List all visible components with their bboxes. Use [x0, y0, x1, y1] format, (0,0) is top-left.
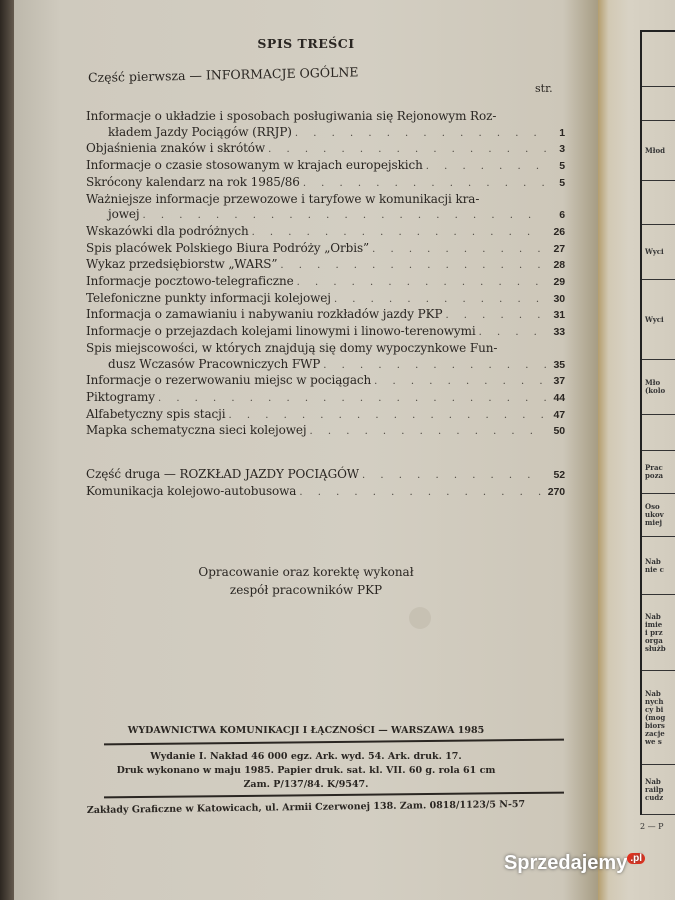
- dot-leader: [280, 258, 546, 274]
- table-cell: Wyci: [642, 225, 675, 280]
- toc-entry-line: [86, 423, 565, 440]
- toc-entry-line: [86, 109, 565, 125]
- toc-entry-title: Wskazówki dla podróżnych: [86, 223, 249, 238]
- partial-table: [640, 30, 675, 815]
- page-column-header: str.: [535, 82, 553, 95]
- dot-leader: [445, 308, 546, 324]
- table-cell: [642, 87, 675, 121]
- toc-entry-page: 35: [553, 358, 565, 371]
- toc-entry-page: 26: [553, 225, 565, 238]
- toc-entry-title: Komunikacja kolejowo-autobusowa: [86, 483, 297, 498]
- toc-entry-page: 6: [559, 209, 565, 222]
- dot-leader: [372, 242, 546, 258]
- toc-entry-page: 31: [553, 309, 565, 322]
- toc-entry-title: Informacja o zamawianiu i nabywaniu rozkładów jazdy PKP: [86, 307, 443, 322]
- dot-leader: [323, 358, 546, 374]
- toc-entry[interactable]: [86, 241, 565, 258]
- page-title: SPIS TREŚCI: [257, 36, 355, 51]
- left-page: [14, 0, 598, 900]
- dot-leader: [374, 374, 546, 390]
- right-page-footer: 2 — P: [640, 822, 664, 831]
- toc-entry[interactable]: [86, 224, 565, 241]
- toc-entry[interactable]: [86, 423, 565, 440]
- dot-leader: [310, 424, 547, 440]
- toc-entry-title: kładem Jazdy Pociągów (RRJP): [108, 124, 292, 139]
- toc-entry[interactable]: [86, 192, 565, 224]
- dot-leader: [143, 208, 546, 224]
- toc-entry-line: [86, 192, 565, 208]
- toc-entry-title: Informacje o czasie stosowanym w krajach europejskich: [86, 158, 423, 173]
- toc-entry-page: 27: [553, 242, 565, 255]
- table-cell: Nab nie c: [642, 537, 675, 595]
- toc-entry-page: 5: [559, 160, 565, 173]
- toc-entry-line: [86, 373, 565, 390]
- watermark-text: Sprzedajemy: [503, 852, 628, 874]
- dot-leader: [426, 159, 546, 175]
- toc-entry-title: Mapka schematyczna sieci kolejowej: [86, 423, 307, 438]
- table-cell: [642, 415, 675, 451]
- dot-leader: [362, 468, 546, 484]
- toc-entry[interactable]: [86, 175, 565, 192]
- toc-entry[interactable]: [86, 109, 565, 141]
- toc-entry[interactable]: [86, 158, 565, 175]
- toc-entry-title: Informacje o rezerwowaniu miejsc w pociągach: [86, 373, 372, 388]
- watermark: [504, 852, 645, 875]
- toc-entry-title: Objaśnienia znaków i skrótów: [86, 141, 266, 156]
- toc-entry-title: Telefoniczne punkty informacji kolejowej: [86, 290, 331, 305]
- toc-entry-line: [86, 125, 565, 142]
- dot-leader: [297, 275, 546, 291]
- toc-entry[interactable]: [86, 274, 565, 291]
- publisher-line: WYDAWNICTWA KOMUNIKACJI I ŁĄCZNOŚCI — WARSZAWA 1985: [127, 725, 485, 736]
- dot-leader: [303, 176, 546, 192]
- toc-entry-title: Informacje o przejazdach kolejami linowymi i linowo-terenowymi: [86, 324, 476, 339]
- toc-entry-line: [86, 307, 565, 324]
- toc-entry-title: Informacje o układzie i sposobach posługiwania się Rejonowym Roz-: [86, 109, 497, 123]
- table-cell: [642, 181, 675, 225]
- toc-entry-title: Część druga — ROZKŁAD JAZDY POCIĄGÓW: [86, 467, 360, 481]
- dot-leader: [252, 225, 546, 241]
- toc-entry-line: [86, 341, 565, 357]
- credit-line: zespół pracowników PKP: [229, 583, 383, 597]
- dot-leader: [158, 391, 546, 407]
- toc-entry[interactable]: [86, 307, 565, 324]
- toc-entry-part-two[interactable]: [86, 467, 565, 484]
- toc-entry-title: Wykaz przedsiębiorstw „WARS”: [86, 257, 278, 272]
- toc-entry-line: [86, 241, 565, 258]
- toc-entry-line: [86, 274, 565, 291]
- credit-line: Opracowanie oraz korektę wykonał: [198, 565, 414, 579]
- part-two-section: [86, 467, 565, 500]
- toc-entry-title: Skrócony kalendarz na rok 1985/86: [86, 174, 300, 189]
- divider: [104, 739, 564, 746]
- toc-entry-title: dusz Wczasów Pracowniczych FWP: [108, 356, 321, 371]
- table-cell: Nab nych cy bi (mog biors zacje we s: [642, 671, 675, 765]
- part-one-label: INFORMACJE OGÓLNE: [205, 64, 359, 83]
- part-one-heading: [88, 64, 359, 85]
- toc-entry-page: 47: [553, 408, 565, 421]
- table-cell: Prac poza: [642, 451, 675, 494]
- toc-entry-line: [86, 175, 565, 192]
- toc-entry[interactable]: [86, 373, 565, 390]
- watermark-suffix: .pl: [627, 853, 645, 864]
- toc-entry[interactable]: [86, 257, 565, 274]
- table-cell: Nab imie i prz orga służb: [642, 595, 675, 671]
- table-cell: Młod: [642, 121, 675, 181]
- toc-entry-page: 28: [553, 259, 565, 272]
- table-cell: Wyci: [642, 280, 675, 360]
- toc-entry-bus[interactable]: [86, 484, 565, 501]
- toc-entry-page: 44: [553, 391, 565, 404]
- table-cell: Oso ukov miej: [642, 494, 675, 537]
- toc-entry-title: Ważniejsze informacje przewozowe i taryfowe w komunikacji kra-: [86, 191, 480, 206]
- table-cell: [642, 32, 675, 87]
- toc-entry-page: 33: [553, 326, 565, 339]
- credits: [14, 563, 598, 599]
- toc-entry-page: 29: [553, 276, 565, 289]
- toc-entry-title: Alfabetyczny spis stacji: [86, 406, 226, 421]
- toc-entry-page: 30: [553, 292, 565, 305]
- toc-entry[interactable]: [86, 324, 565, 341]
- table-of-contents: [86, 109, 565, 440]
- paper-stain: [409, 607, 431, 629]
- toc-entry-title: jowej: [108, 207, 140, 222]
- dot-leader: [479, 325, 546, 341]
- toc-entry-page: 5: [559, 176, 565, 189]
- toc-entry[interactable]: [86, 407, 565, 424]
- toc-entry-page: 3: [559, 143, 565, 156]
- toc-entry-page: 52: [553, 469, 565, 481]
- toc-entry-line: [86, 207, 565, 224]
- toc-entry-page: 50: [553, 425, 565, 438]
- toc-entry-line: [86, 291, 565, 308]
- dot-leader: [295, 126, 546, 142]
- toc-entry-line: [86, 407, 565, 424]
- printer-line: Zakłady Graficzne w Katowicach, ul. Armii Czerwonej 138. Zam. 0818/1123/5 N-57: [86, 798, 526, 817]
- dot-leader: [229, 408, 546, 424]
- toc-entry-line: [86, 141, 565, 158]
- toc-entry-page: 1: [559, 126, 565, 139]
- toc-entry-page: 37: [553, 375, 565, 388]
- toc-entry-line: [86, 390, 565, 407]
- toc-entry[interactable]: [86, 341, 565, 373]
- table-cell: Mło (kolo: [642, 360, 675, 415]
- toc-entry-title: Spis placówek Polskiego Biura Podróży „Orbis”: [86, 240, 370, 255]
- toc-entry-line: [86, 158, 565, 175]
- toc-entry-line: [86, 324, 565, 341]
- toc-entry[interactable]: [86, 141, 565, 158]
- dot-leader: [268, 142, 546, 158]
- toc-entry-line: [86, 357, 565, 374]
- toc-entry-line: [86, 224, 565, 241]
- toc-entry[interactable]: [86, 291, 565, 308]
- divider: [104, 792, 564, 799]
- table-cell: Nab railp cudz: [642, 765, 675, 815]
- imprint-line: Wydanie I. Nakład 46 000 egz. Ark. wyd. 54. Ark. druk. 17.: [150, 751, 462, 762]
- part-one-prefix: Część pierwsza —: [87, 67, 207, 85]
- dot-leader: [299, 485, 544, 501]
- imprint-line: Druk wykonano w maju 1985. Papier druk. sat. kl. VII. 60 g. rola 61 cm: [116, 765, 496, 776]
- right-page: [598, 0, 675, 900]
- toc-entry-title: Informacje pocztowo-telegraficzne: [86, 274, 294, 289]
- toc-entry[interactable]: [86, 390, 565, 407]
- dot-leader: [334, 292, 546, 308]
- imprint-line: Zam. P/137/84. K/9547.: [243, 779, 369, 790]
- toc-entry-title: Spis miejscowości, w których znajdują się domy wypoczynkowe Fun-: [86, 340, 498, 355]
- toc-entry-page: 270: [547, 485, 565, 498]
- toc-entry-title: Piktogramy: [86, 389, 155, 404]
- toc-entry-line: [86, 257, 565, 274]
